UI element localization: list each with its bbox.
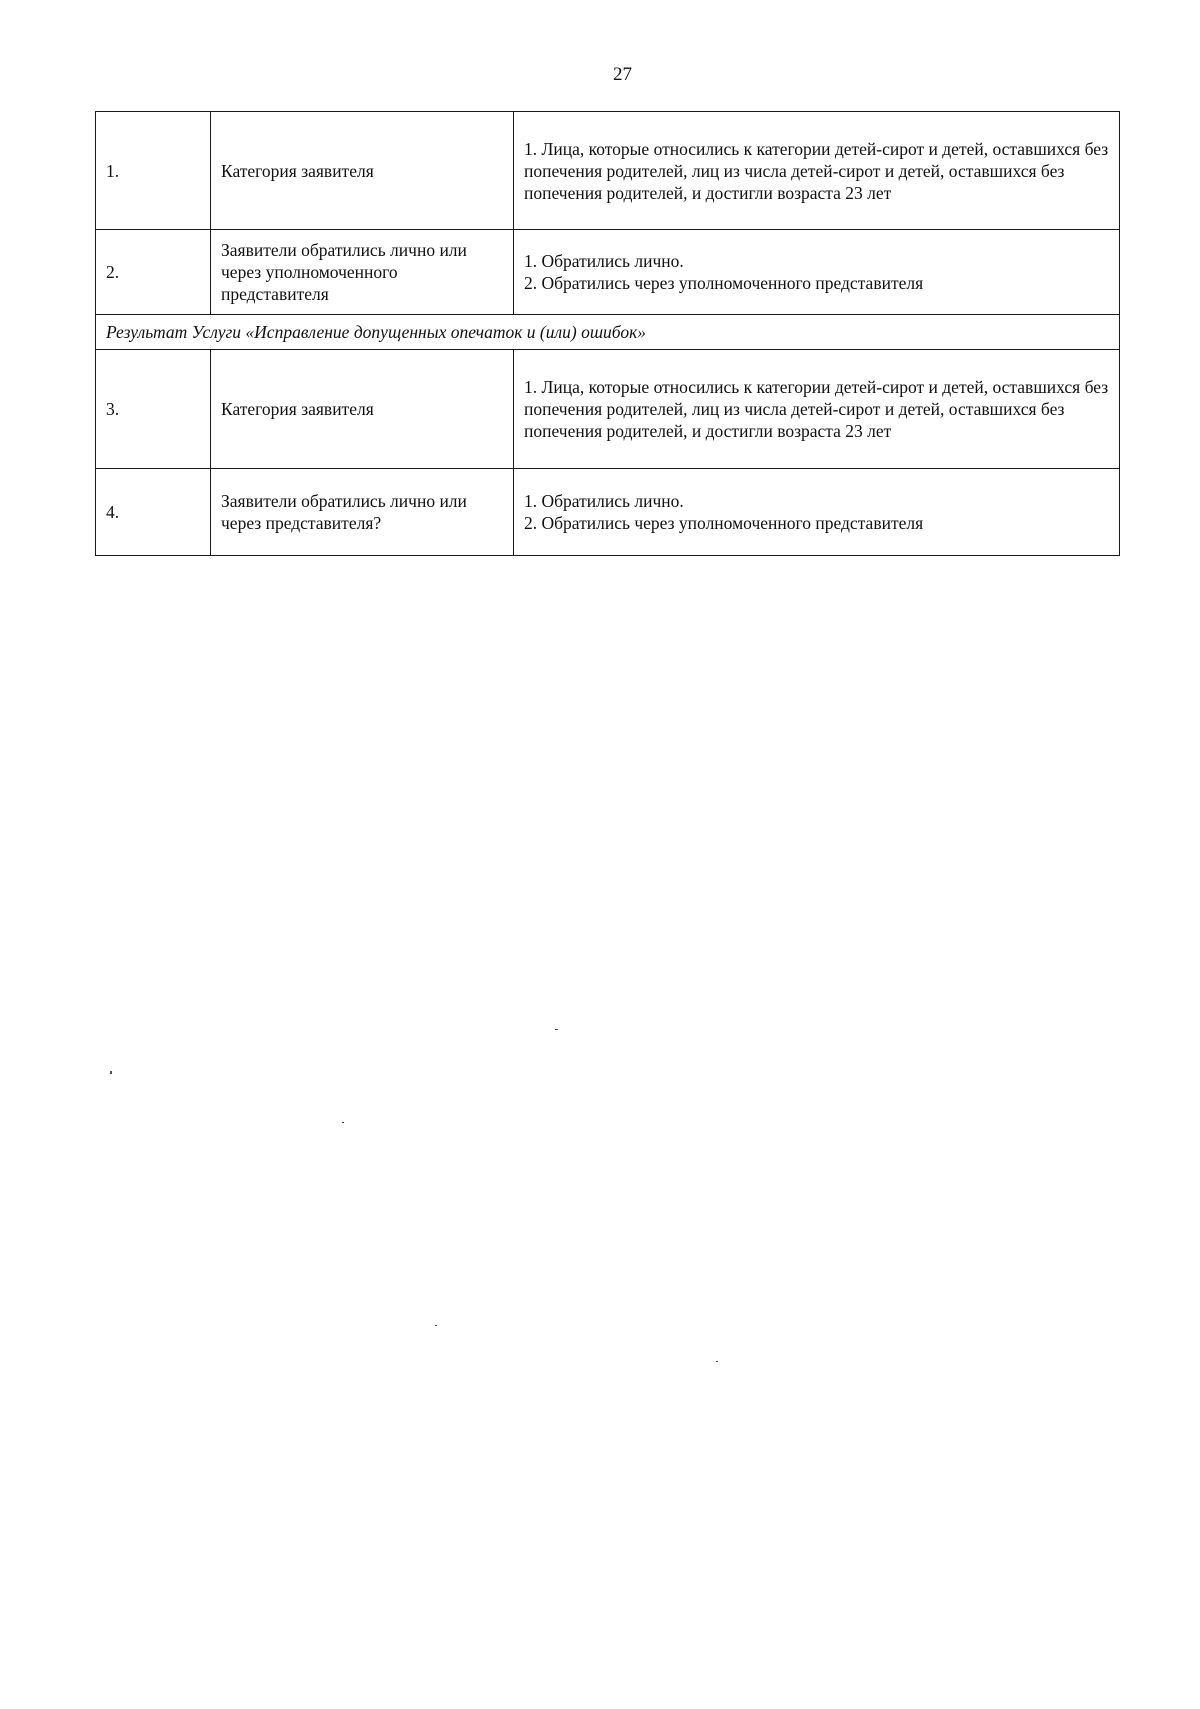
value-item: 1. Обратились лично. <box>524 251 684 271</box>
row-number: 3. <box>96 350 211 469</box>
row-values <box>514 112 1120 230</box>
row-values <box>514 469 1120 556</box>
table-row <box>96 350 1120 469</box>
row-label: Категория заявителя <box>211 112 514 230</box>
row-number: 2. <box>96 230 211 315</box>
scan-speck <box>110 1071 112 1074</box>
value-item: 1. Лица, которые относились к категории детей-сирот и детей, оставшихся без попечения родителей, лиц из числа детей-сирот и детей, оставшихся без попечения родителей, и достигли возраста 23 лет <box>524 377 1109 441</box>
scan-speck <box>435 1325 437 1326</box>
page-number: 27 <box>613 64 632 85</box>
value-item: 2. Обратились через уполномоченного представителя <box>524 513 924 533</box>
row-values <box>514 230 1120 315</box>
row-label: Заявители обратились лично или через уполномоченного представителя <box>211 230 514 315</box>
criteria-table <box>95 111 1120 556</box>
table-row <box>96 469 1120 556</box>
row-number: 4. <box>96 469 211 556</box>
value-item: 2. Обратились через уполномоченного представителя <box>524 273 924 293</box>
scan-speck <box>555 1029 558 1030</box>
table-row <box>96 230 1120 315</box>
row-label: Категория заявителя <box>211 350 514 469</box>
row-values <box>514 350 1120 469</box>
section-row <box>96 315 1120 350</box>
value-item: 1. Обратились лично. <box>524 491 684 511</box>
value-item: 1. Лица, которые относились к категории детей-сирот и детей, оставшихся без попечения родителей, лиц из числа детей-сирот и детей, оставшихся без попечения родителей, и достигли возраста 23 лет <box>524 138 1109 203</box>
table-row <box>96 112 1120 230</box>
scan-speck <box>716 1361 718 1362</box>
row-number: 1. <box>96 112 211 230</box>
scan-speck <box>342 1122 344 1123</box>
row-label: Заявители обратились лично или через представителя? <box>211 469 514 556</box>
section-title: Результат Услуги «Исправление допущенных опечаток и (или) ошибок» <box>96 315 1120 350</box>
